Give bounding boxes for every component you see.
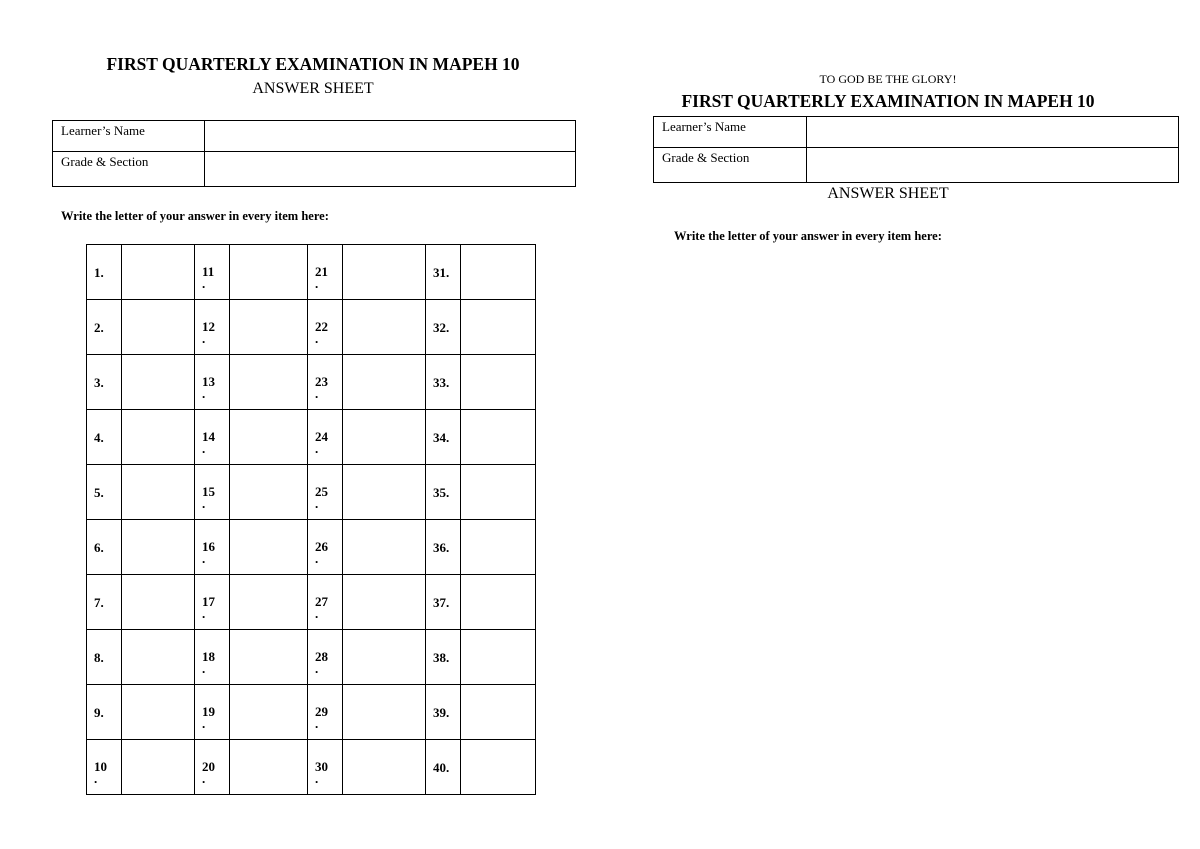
item-number-label: 17 [202,593,215,609]
item-number [195,740,230,795]
item-number-label: 35. [433,484,450,500]
item-number [195,520,230,575]
item-number [426,465,461,520]
item-number [87,740,122,795]
item-number-dot: . [315,660,319,676]
item-number-label: 8. [94,649,104,665]
answer-cell[interactable] [461,245,536,300]
answer-cell[interactable] [461,685,536,740]
item-number-dot: . [202,605,206,621]
answer-cell[interactable] [230,300,308,355]
answer-cell[interactable] [122,410,195,465]
item-number-label: 11 [202,263,215,279]
item-number-label: 16 [202,538,215,554]
right-learner-info-table [653,116,1179,183]
item-number-label: 28 [315,648,328,664]
item-number-label: 23 [315,373,328,389]
item-number-label: 1. [94,264,104,280]
item-number-label: 10 [94,758,107,774]
item-number-label: 15 [202,483,215,499]
item-number [195,465,230,520]
item-number-label: 18 [202,648,215,664]
answer-cell[interactable] [122,740,195,795]
left-learner-name-field[interactable] [205,121,576,152]
answer-cell[interactable] [230,520,308,575]
table-row [87,355,536,410]
right-motto: TO GOD BE THE GLORY! [819,72,957,86]
answer-cell[interactable] [122,355,195,410]
left-answer-grid [86,244,536,795]
right-instruction: Write the letter of your answer in every item here: [674,229,942,243]
answer-cell[interactable] [343,575,426,630]
item-number [87,245,122,300]
answer-cell[interactable] [343,740,426,795]
item-number [195,300,230,355]
answer-cell[interactable] [230,575,308,630]
table-row [87,575,536,630]
item-number-dot: . [315,550,319,566]
item-number-label: 2. [94,319,104,335]
item-number-label: 32. [433,319,450,335]
answer-cell[interactable] [230,355,308,410]
answer-cell[interactable] [343,300,426,355]
item-number-label: 33. [433,374,450,390]
table-row [87,685,536,740]
answer-cell[interactable] [230,630,308,685]
answer-cell[interactable] [461,300,536,355]
right-grade-section-label: Grade & Section [654,148,807,183]
answer-cell[interactable] [461,410,536,465]
item-number-label: 38. [433,649,450,665]
right-exam-title: FIRST QUARTERLY EXAMINATION IN MAPEH 10 [681,91,1095,111]
item-number-dot: . [202,275,206,291]
answer-cell[interactable] [230,245,308,300]
item-number-dot: . [315,605,319,621]
item-number-dot: . [202,440,206,456]
right-grade-section-field[interactable] [807,148,1179,183]
answer-cell[interactable] [343,630,426,685]
table-row [87,520,536,575]
item-number-dot: . [202,660,206,676]
item-number [426,685,461,740]
item-number-label: 9. [94,704,104,720]
table-row [87,245,536,300]
item-number-label: 14 [202,428,215,444]
item-number-dot: . [202,770,206,786]
item-number [426,355,461,410]
item-number-label: 37. [433,594,450,610]
item-number [308,300,343,355]
answer-cell[interactable] [461,355,536,410]
item-number [308,685,343,740]
right-learner-name-label: Learner’s Name [654,117,807,148]
item-number-label: 12 [202,318,215,334]
item-number-dot: . [315,440,319,456]
answer-cell[interactable] [230,410,308,465]
answer-cell[interactable] [122,520,195,575]
answer-cell[interactable] [343,520,426,575]
item-number-label: 5. [94,484,104,500]
item-number [87,630,122,685]
item-number [308,245,343,300]
item-number-label: 6. [94,539,104,555]
item-number-label: 40. [433,759,450,775]
answer-cell[interactable] [230,685,308,740]
right-answer-sheet-heading: ANSWER SHEET [827,185,949,202]
item-number [87,520,122,575]
item-number-label: 39. [433,704,450,720]
item-number [195,245,230,300]
answer-cell[interactable] [343,410,426,465]
item-number-dot: . [315,715,319,731]
answer-cell[interactable] [122,300,195,355]
table-row [87,740,536,795]
item-number-dot: . [202,550,206,566]
item-number-label: 7. [94,594,104,610]
item-number [195,685,230,740]
answer-cell[interactable] [461,575,536,630]
item-number [426,300,461,355]
right-learner-name-field[interactable] [807,117,1179,148]
item-number [87,355,122,410]
item-number [308,465,343,520]
item-number-label: 3. [94,374,104,390]
item-number-label: 20 [202,758,215,774]
answer-cell[interactable] [230,740,308,795]
item-number-dot: . [315,330,319,346]
item-number-label: 26 [315,538,328,554]
item-number-label: 34. [433,429,450,445]
left-instruction: Write the letter of your answer in every item here: [61,209,329,223]
item-number-label: 4. [94,429,104,445]
answer-cell[interactable] [122,630,195,685]
table-row [87,630,536,685]
item-number-label: 36. [433,539,450,555]
item-number [195,630,230,685]
item-number [426,575,461,630]
table-row [87,410,536,465]
answer-cell[interactable] [461,520,536,575]
item-number-dot: . [315,495,319,511]
answer-cell[interactable] [461,740,536,795]
left-grade-section-label: Grade & Section [53,152,205,187]
answer-cell[interactable] [461,465,536,520]
item-number-label: 25 [315,483,328,499]
table-row [87,465,536,520]
answer-cell[interactable] [122,245,195,300]
item-number-label: 13 [202,373,215,389]
item-number [426,410,461,465]
item-number [87,410,122,465]
item-number [195,355,230,410]
left-exam-title: FIRST QUARTERLY EXAMINATION IN MAPEH 10 [106,54,520,74]
answer-cell[interactable] [343,685,426,740]
left-grade-section-field[interactable] [205,152,576,187]
item-number [426,245,461,300]
item-number [87,685,122,740]
item-number [308,355,343,410]
left-learner-name-label: Learner’s Name [53,121,205,152]
answer-cell[interactable] [343,355,426,410]
item-number [195,410,230,465]
answer-cell[interactable] [461,630,536,685]
item-number [87,465,122,520]
item-number-label: 30 [315,758,328,774]
left-learner-info-table [52,120,576,187]
answer-cell[interactable] [343,465,426,520]
item-number [195,575,230,630]
item-number-label: 24 [315,428,328,444]
item-number-label: 22 [315,318,328,334]
item-number-label: 31. [433,264,450,280]
item-number-dot: . [94,770,98,786]
item-number [308,520,343,575]
item-number-dot: . [202,385,206,401]
left-answer-sheet-heading: ANSWER SHEET [252,80,374,97]
answer-cell[interactable] [230,465,308,520]
item-number [308,575,343,630]
item-number [308,630,343,685]
item-number-label: 29 [315,703,328,719]
table-row [87,300,536,355]
item-number-label: 19 [202,703,215,719]
answer-cell[interactable] [122,575,195,630]
answer-cell[interactable] [122,685,195,740]
item-number-dot: . [315,275,319,291]
item-number-dot: . [202,715,206,731]
item-number-label: 21 [315,263,328,279]
item-number-label: 27 [315,593,328,609]
item-number-dot: . [315,385,319,401]
item-number [426,740,461,795]
item-number [426,520,461,575]
item-number-dot: . [315,770,319,786]
item-number [308,740,343,795]
item-number [308,410,343,465]
answer-cell[interactable] [343,245,426,300]
item-number [87,300,122,355]
item-number-dot: . [202,330,206,346]
item-number-dot: . [202,495,206,511]
item-number [426,630,461,685]
item-number [87,575,122,630]
answer-cell[interactable] [122,465,195,520]
